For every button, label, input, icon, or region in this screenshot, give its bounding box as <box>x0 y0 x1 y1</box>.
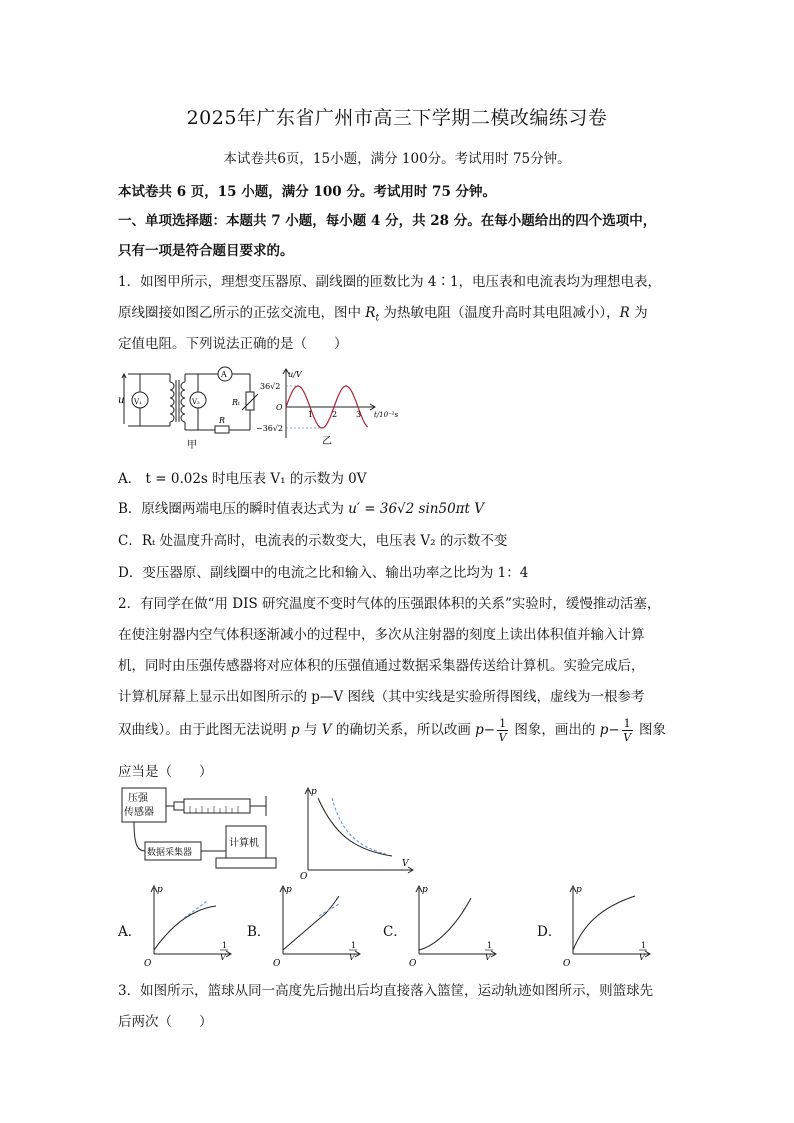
q1-line2-text-b: 为热敏电阻（温度升高时其电阻减小）， <box>379 305 620 321</box>
q2-option-c-graph[interactable] <box>405 882 505 970</box>
q1-line2-text-c: 为 <box>629 305 648 321</box>
q2-line5-b: 与 <box>299 722 322 738</box>
computer-label: 计算机 <box>229 838 259 849</box>
q1-option-b[interactable] <box>118 497 484 517</box>
q2-option-c-label[interactable]: C． <box>383 924 407 940</box>
frac-num: 1 <box>499 717 507 730</box>
q1-circuit-figure <box>118 364 281 454</box>
sine-ylabel: u/V <box>288 370 302 379</box>
q1-line2-text-a: 原线圈接如图乙所示的正弦交流电，图中 <box>118 305 366 321</box>
opt-xlabel-den: V <box>639 953 645 962</box>
figure-a-caption: 甲 <box>187 440 197 451</box>
q2-line5 <box>118 717 666 744</box>
opt-xlabel-num: 1 <box>487 941 493 950</box>
collector-label: 数据采集器 <box>147 848 193 858</box>
q1-option-b-text: B．原线圈两端电压的瞬时值表达式为 <box>118 501 349 517</box>
q2-p-symbol-2: p <box>475 722 484 738</box>
opt-ylabel: p <box>422 885 428 895</box>
frac-num-2: 1 <box>623 717 631 730</box>
q2-line4: 计算机屏幕上显示出如图所示的 p—V 图线（其中实线是实验所得图线，虚线为一根参考 <box>118 689 645 705</box>
q1-rt-symbol: R <box>365 305 376 321</box>
label-v2: V₂ <box>192 398 200 406</box>
pv-origin: O <box>300 872 308 880</box>
sensor-label-1: 压强 <box>128 793 148 804</box>
sensor-label-2: 传感器 <box>124 807 154 818</box>
q2-minus: − <box>483 722 496 738</box>
q2-option-d-graph[interactable] <box>559 882 659 970</box>
label-a: A <box>221 370 227 379</box>
q1-option-d[interactable]: D．变压器原、副线圈中的电流之比和输入、输出功率之比均为 1：4 <box>118 565 529 581</box>
q1-line1: 1．如图甲所示，理想变压器原、副线圈的匝数比为 4∶1，电压表和电流表均为理想电表， <box>118 274 662 290</box>
q2-line5-d: 图象，画出的 <box>510 722 600 738</box>
q3-line1: 3．如图所示，篮球从同一高度先后抛出后均直接落入篮筐，运动轨迹如图所示，则篮球先 <box>118 983 654 999</box>
q3-line2: 后两次（ ） <box>118 1014 213 1030</box>
q2-line5-a: 双曲线）。由于此图无法说明 <box>118 722 292 738</box>
q1-voltage-graph <box>256 366 406 452</box>
section-heading-line2: 只有一项是符合题目要求的。 <box>118 243 294 259</box>
q2-line3: 机，同时由压强传感器将对应体积的压强值通过数据采集器传送给计算机。实验完成后， <box>118 658 645 674</box>
q2-p-symbol-3: p <box>599 722 609 738</box>
opt-origin: O <box>144 959 152 969</box>
opt-ylabel: p <box>576 885 582 895</box>
q1-line3: 定值电阻。下列说法正确的是（ ） <box>118 336 348 352</box>
q2-line5-e: 图象 <box>634 722 666 738</box>
opt-xlabel-num: 1 <box>641 941 647 950</box>
opt-xlabel-num: 1 <box>351 941 357 950</box>
q2-apparatus-figure <box>118 786 278 876</box>
section-heading-line1: 一、单项选择题：本题共 7 小题，每小题 4 分，共 28 分。在每小题给出的四个选项中， <box>118 213 657 229</box>
q2-option-d-label[interactable]: D． <box>537 924 562 940</box>
frac-den: V <box>498 731 507 744</box>
q2-v-symbol: V <box>321 722 332 738</box>
q2-minus-2: − <box>608 722 620 738</box>
label-v1: V₁ <box>134 398 142 406</box>
q1-option-a[interactable]: A． t = 0.02s 时电压表 V₁ 的示数为 0V <box>118 471 367 487</box>
xtick-2: 2 <box>332 410 338 419</box>
pv-ylabel: p <box>311 787 317 797</box>
label-rt: Rₜ <box>232 398 240 407</box>
opt-xlabel-den: V <box>349 953 355 962</box>
opt-ylabel: p <box>286 885 292 895</box>
q2-fraction-1 <box>497 717 508 744</box>
opt-ylabel: p <box>157 885 163 895</box>
opt-origin: O <box>409 959 417 969</box>
q1-line2 <box>118 301 648 324</box>
exam-notice: 本试卷共 6 页，15 小题，满分 100 分。考试用时 75 分钟。 <box>118 184 497 200</box>
opt-origin: O <box>273 959 281 969</box>
q1-r-symbol: R <box>619 305 630 321</box>
page-title: 2025年广东省广州市高三下学期二模改编练习卷 <box>186 107 608 129</box>
ytick-top: 36√2 <box>260 382 281 391</box>
q2-line1: 2．有同学在做“用 DIS 研究温度不变时气体的压强跟体积的关系”实验时，缓慢推动活塞， <box>118 596 661 612</box>
pv-xlabel: V <box>402 859 409 869</box>
q2-option-b-graph[interactable] <box>269 882 369 970</box>
q2-line6: 应当是（ ） <box>118 764 213 780</box>
q1-rt-subscript: t <box>375 313 380 324</box>
q1-option-b-formula: u′ = 36√2 sin50πt V <box>348 501 484 517</box>
label-r: R <box>219 416 226 425</box>
q2-fraction-2 <box>622 717 633 744</box>
q2-option-b-label[interactable]: B． <box>247 924 271 940</box>
frac-den-2: V <box>623 731 632 744</box>
q2-line2: 在使注射器内空气体积逐渐减小的过程中，多次从注射器的刻度上读出体积值并输入计算 <box>118 627 645 643</box>
q1-option-c[interactable]: C．Rₜ 处温度升高时，电流表的示数变大，电压表 V₂ 的示数不变 <box>118 533 508 549</box>
opt-xlabel-den: V <box>485 953 491 962</box>
xtick-1: 1 <box>308 410 314 419</box>
opt-xlabel-den: V <box>220 953 226 962</box>
sine-xlabel: t/10⁻²s <box>374 411 399 419</box>
figure-b-caption: 乙 <box>322 436 332 447</box>
label-u: u <box>118 395 125 406</box>
opt-origin: O <box>563 959 571 969</box>
ytick-bottom: −36√2 <box>256 424 284 433</box>
q2-p-symbol: p <box>291 722 300 738</box>
xtick-3: 3 <box>356 410 362 419</box>
q2-option-a-graph[interactable] <box>140 882 240 970</box>
sine-origin: O <box>276 403 283 412</box>
opt-xlabel-num: 1 <box>222 941 228 950</box>
q2-option-a-label[interactable]: A． <box>118 924 142 940</box>
exam-subtitle: 本试卷共6页，15小题，满分 100分。考试用时 75分钟。 <box>223 151 571 167</box>
q2-line5-c: 的确切关系，所以改画 <box>331 722 476 738</box>
q2-pv-graph <box>296 784 420 880</box>
